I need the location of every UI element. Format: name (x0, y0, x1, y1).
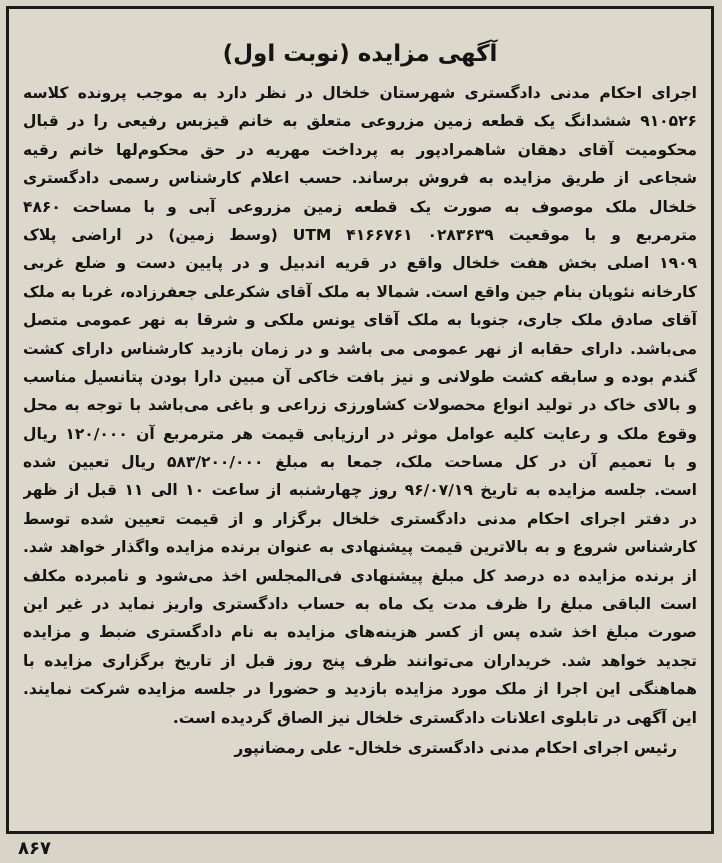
notice-line: و بالای خاک در تولید انواع محصولات کشاورزی زراعی و باغی می‌باشد با توجه به محل (23, 396, 697, 415)
notice-line: ۱۹۰۹ اصلی بخش هفت خلخال واقع در قریه اندبیل و در پایین دست و ضلع غربی (23, 254, 697, 273)
notice-line: می‌باشد. دارای حقابه از نهر عمومی می باشد و در زمان بازدید کارشناس دارای کشت (23, 339, 697, 358)
notice-line: ۹۱۰۵۲۶ ششدانگ یک قطعه زمین مزروعی متعلق به خانم قیزبس رفیعی را در قبال (23, 112, 697, 131)
notice-line: کارشناس شروع و به بالاترین قیمت پیشنهادی به عنوان برنده مزایده واگذار خواهد شد. (23, 538, 697, 557)
notice-line: محکومیت آقای دهقان شاهمرادپور به پرداخت مهریه در حق محکوم‌لها خانم رقیه (23, 140, 697, 159)
notice-line: هماهنگی این اجرا از ملک مورد مزایده بازدید و حضورا در جلسه مزایده شرکت نمایند. (23, 680, 697, 699)
notice-body (9, 79, 711, 732)
notice-line: تجدید خواهد شد. خریداران می‌توانند ظرف پنج روز قبل از تاریخ برگزاری مزایده با (23, 651, 697, 670)
notice-line: شجاعی از طریق مزایده به فروش برساند. حسب اعلام کارشناس رسمی دادگستری (23, 169, 697, 188)
notice-line: در دفتر اجرای احکام مدنی دادگستری خلخال برگزار و از قیمت تعیین شده توسط (23, 509, 697, 528)
notice-line: آقای صادق ملک جاری، جنوبا به ملک آقای یونس ملکی و شرقا به نهر عمومی متصل (23, 311, 697, 330)
notice-line: اجرای احکام مدنی دادگستری شهرستان خلخال در نظر دارد به موجب پرونده کلاسه (23, 84, 697, 102)
notice-title: آگهی مزایده (نوبت اول) (222, 41, 498, 67)
notice-line: صورت مبلغ اخذ شده پس از کسر هزینه‌های مزایده به نام دادگستری ضبط و مزایده (23, 623, 697, 642)
notice-signature: رئیس اجرای احکام مدنی دادگستری خلخال- علی رمضانپور (234, 738, 677, 757)
notice-line: کارخانه نئوپان بنام جین واقع است. شمالا به ملک آقای شکرعلی جعفرزاده، غربا به ملک (23, 282, 697, 301)
notice-line: و با تعمیم آن در کل مساحت ملک، جمعا به مبلغ ۵۸۳/۲۰۰/۰۰۰ ریال تعیین شده (23, 453, 697, 472)
notice-line: مترمربع و با موقعیت ۰۲۸۳۶۳۹ UTM ۴۱۶۶۷۶۱ (وسط زمین) در اراضی پلاک (23, 225, 697, 244)
auction-notice (6, 6, 714, 834)
notice-line: این آگهی در تابلوی اعلانات دادگستری خلخال نیز الصاق گردیده است. (172, 708, 697, 727)
notice-line: وقوع ملک و رعایت کلیه عوامل موثر در ارزیابی قیمت هر مترمربع آن ۱۲۰/۰۰۰ ریال (23, 424, 697, 443)
notice-line: است. جلسه مزایده به تاریخ ۹۶/۰۷/۱۹ روز چهارشنبه از ساعت ۱۰ الی ۱۱ قبل از ظهر (23, 481, 697, 500)
page-code: ۸۶۷ (18, 838, 51, 859)
notice-line: است الباقی مبلغ را ظرف مدت یک ماه به حساب دادگستری واریز نماید در غیر این (23, 595, 697, 614)
notice-line: خلخال ملک موصوف به صورت یک قطعه زمین مزروعی آبی و با مساحت ۴۸۶۰ (23, 197, 697, 216)
notice-line: از برنده مزایده ده درصد کل مبلغ پیشنهادی فی‌المجلس اخذ می‌شود و نامبرده مکلف (23, 566, 697, 585)
notice-line: گندم بوده و سابقه کشت طولانی و نیز بافت خاکی آن مبین دارا بودن پتانسیل مناسب (23, 367, 697, 386)
